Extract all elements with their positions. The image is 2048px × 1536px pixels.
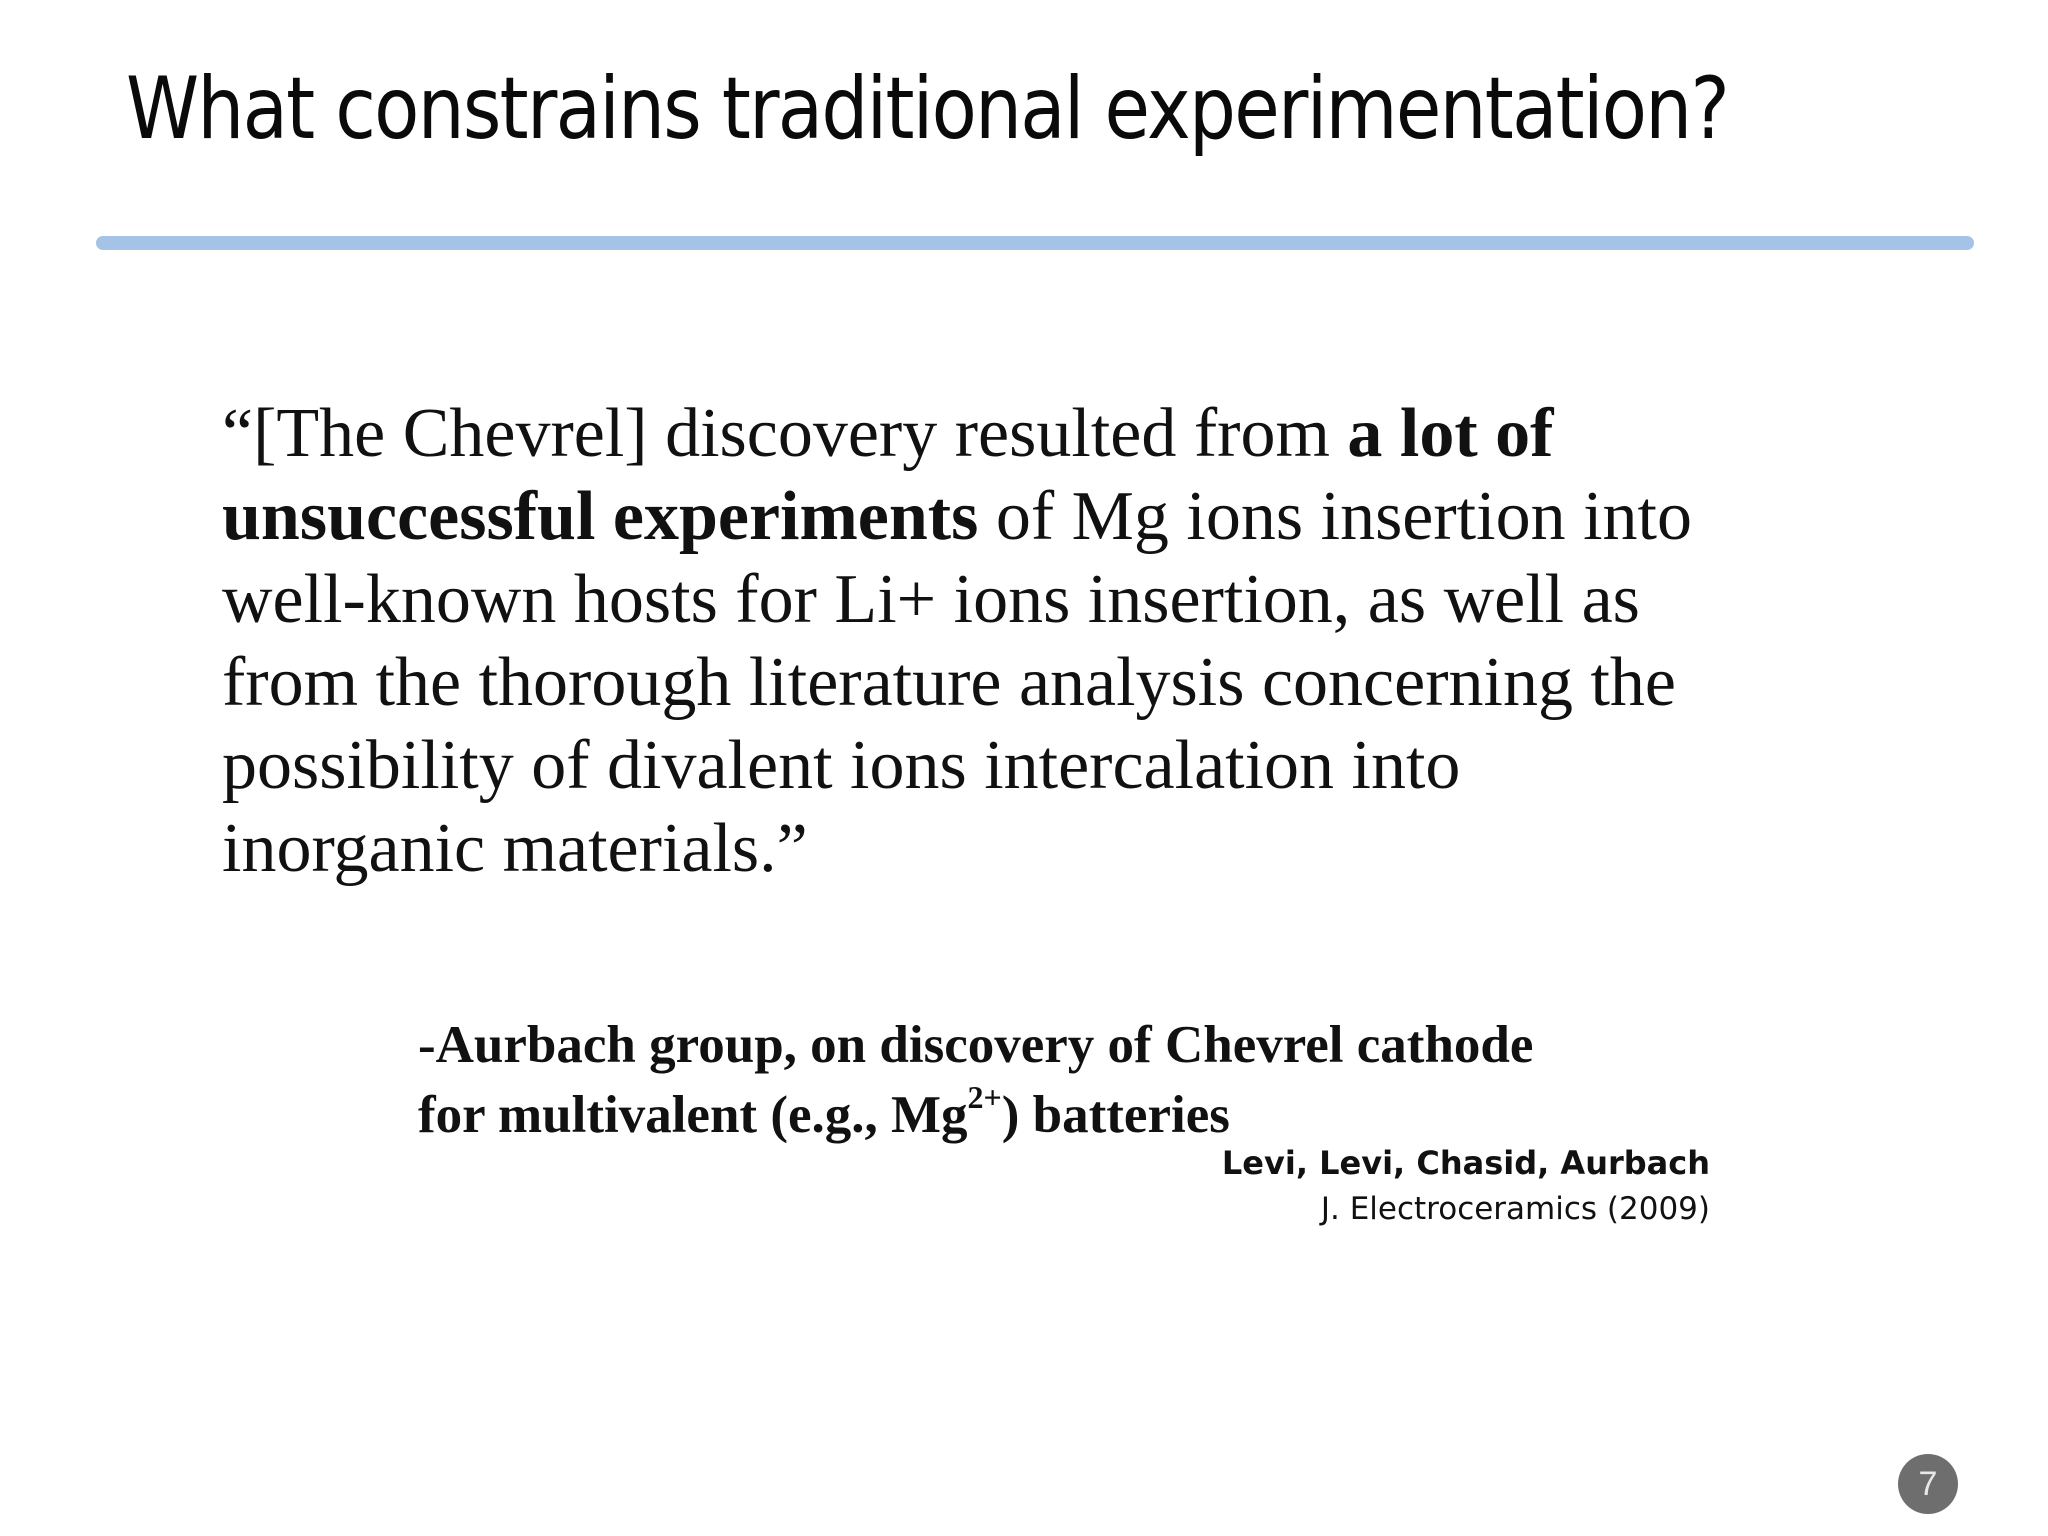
page-number-badge: 7 [1898, 1454, 1958, 1514]
quote-bold-a-lot-of: a lot of [1347, 395, 1554, 472]
attribution-line-2-suffix: ) batteries [1001, 1086, 1230, 1144]
quote-text-end: of Mg ions insertion into well-known hosts for Li+ ions insertion, as well as from the thorough literature analysis concerning the possibility of divalent ions intercalation into inorganic materials.” [222, 478, 1692, 887]
title-divider [96, 236, 1974, 250]
attribution-line-1: -Aurbach group, on discovery of Chevrel cathode [418, 1016, 1534, 1074]
attribution-line-2-prefix: for multivalent (e.g., Mg [418, 1086, 968, 1144]
citation-journal: J. Electroceramics (2009) [1320, 1191, 1710, 1227]
quote-block [222, 392, 1722, 890]
quote-bold-unsuccessful-experiments: unsuccessful experiments [222, 478, 979, 555]
citation [1222, 1140, 1710, 1232]
attribution-superscript: 2+ [967, 1079, 1002, 1115]
quote-text-start: “[The Chevrel] discovery resulted from [222, 395, 1348, 472]
quote-attribution [418, 1010, 1718, 1150]
slide-title: What constrains traditional experimentation? [126, 59, 1729, 159]
citation-authors: Levi, Levi, Chasid, Aurbach [1221, 1144, 1710, 1182]
